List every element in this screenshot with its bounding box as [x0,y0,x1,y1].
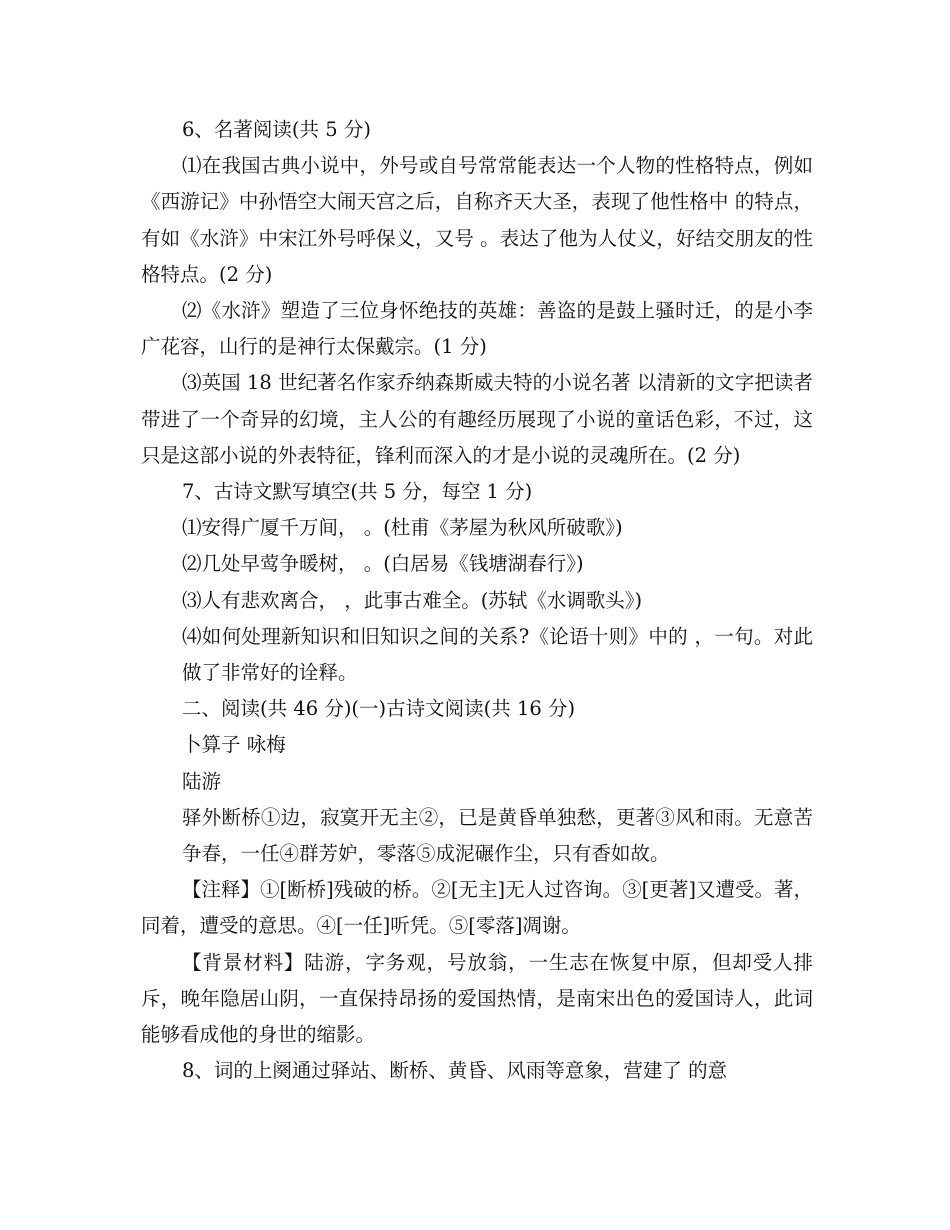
section-2-heading: 二、阅读(共 46 分)(一)古诗文阅读(共 16 分) [182,697,576,721]
question-6-heading: 6、名著阅读(共 5 分) [182,118,371,141]
poem-body: 驿外断桥①边，寂寞开无主②，已是黄昏单独愁，更著③风和雨。无意苦争春，一任④群芳妒，零落⑤成泥碾作尘，只有香如故。 [182,805,813,866]
document-body [141,112,813,1089]
question-6-item-3: ⑶英国 18 世纪著名作家乔纳森斯威夫特的小说名著 以清新的文字把读者带进了一个奇异的幻境，主人公的有趣经历展现了小说的童话色彩，不过，这只是这部小说的外表特征，锋利而深入的才是小说的灵魂所在。(2 分) [141,371,813,467]
question-8: 8、词的上阕通过驿站、断桥、黄昏、风雨等意象，营建了 的意 [182,1059,728,1083]
question-6-item-1: ⑴在我国古典小说中，外号或自号常常能表达一个人物的性格特点，例如《西游记》中孙悟空大闹天宫之后，自称齐天大圣，表现了他性格中 的特点，有如《水浒》中宋江外号呼保义，又号 。表达了他为人仗义，好结交朋友的性格特点。(2 分) [141,154,813,286]
question-6-item-2: ⑵《水浒》塑造了三位身怀绝技的英雄：善盗的是鼓上骚时迁，的是小李广花容，山行的是神行太保戴宗。(1 分) [141,299,813,359]
question-7-item-1: ⑴安得广厦千万间， 。(杜甫《茅屋为秋风所破歌》) [182,516,623,540]
poem-notes: 【注释】①[断桥]残破的桥。②[无主]无人过咨询。③[更著]又遭受。著，同着，遭受的意思。④[一任]听凭。⑤[零落]凋谢。 [141,878,813,938]
poem-author: 陆游 [182,769,222,793]
question-7-item-4: ⑷如何处理新知识和旧知识之间的关系?《论语十则》中的 ，一句。对此做了非常好的诠释。 [182,624,813,685]
question-7-item-2: ⑵几处早莺争暖树， 。(白居易《钱塘湖春行》) [182,552,584,576]
question-7-heading: 7、古诗文默写填空(共 5 分，每空 1 分) [182,480,533,504]
background-material: 【背景材料】陆游，字务观，号放翁，一生志在恢复中原，但却受人排斥，晚年隐居山阴，一直保持昂扬的爱国热情，是南宋出色的爱国诗人，此词能够看成他的身世的缩影。 [141,950,813,1047]
poem-title: 卜算子 咏梅 [182,733,286,757]
question-7-item-3: ⑶人有悲欢离合， ，此事古难全。(苏轼《水调歌头》) [182,588,643,612]
